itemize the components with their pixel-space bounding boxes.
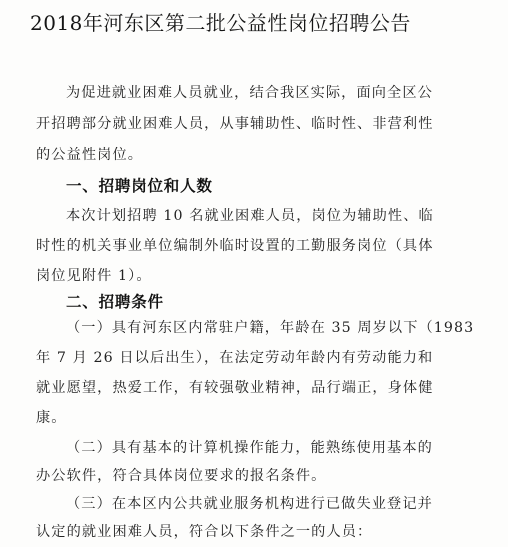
document-title: 2018年河东区第二批公益性岗位招聘公告 [30, 11, 411, 35]
section-1-heading: 一、招聘岗位和人数 [66, 176, 213, 195]
condition-1-line-1: （一）具有河东区内常驻户籍，年龄在 35 周岁以下（1983 [66, 320, 475, 336]
section-1-line-1: 本次计划招聘 10 名就业困难人员，岗位为辅助性、临 [66, 208, 434, 224]
condition-1-line-3: 就业愿望，热爱工作，有较强敬业精神，品行端正，身体健 [36, 380, 434, 396]
condition-1-line-4: 康。 [36, 410, 67, 426]
condition-3-line-2: 认定的就业困难人员，符合以下条件之一的人员： [36, 524, 373, 540]
intro-line-2: 开招聘部分就业困难人员，从事辅助性、临时性、非营利性 [36, 116, 434, 132]
section-1-line-2: 时性的机关事业单位编制外临时设置的工勤服务岗位（具体 [36, 238, 434, 254]
section-2-heading: 二、招聘条件 [66, 292, 164, 311]
intro-line-1: 为促进就业困难人员就业，结合我区实际，面向全区公 [66, 85, 433, 101]
intro-line-3: 的公益性岗位。 [36, 147, 144, 163]
condition-2-line-1: （二）具有基本的计算机操作能力，能熟练使用基本的 [66, 440, 433, 456]
condition-3-line-1: （三）在本区内公共就业服务机构进行已做失业登记并 [66, 496, 433, 512]
condition-1-line-2: 年 7 月 26 日以后出生），在法定劳动年龄内有劳动能力和 [36, 350, 434, 366]
condition-2-line-2: 办公软件，符合具体岗位要求的报名条件。 [36, 468, 327, 484]
section-1-line-3: 岗位见附件 1）。 [36, 268, 152, 284]
